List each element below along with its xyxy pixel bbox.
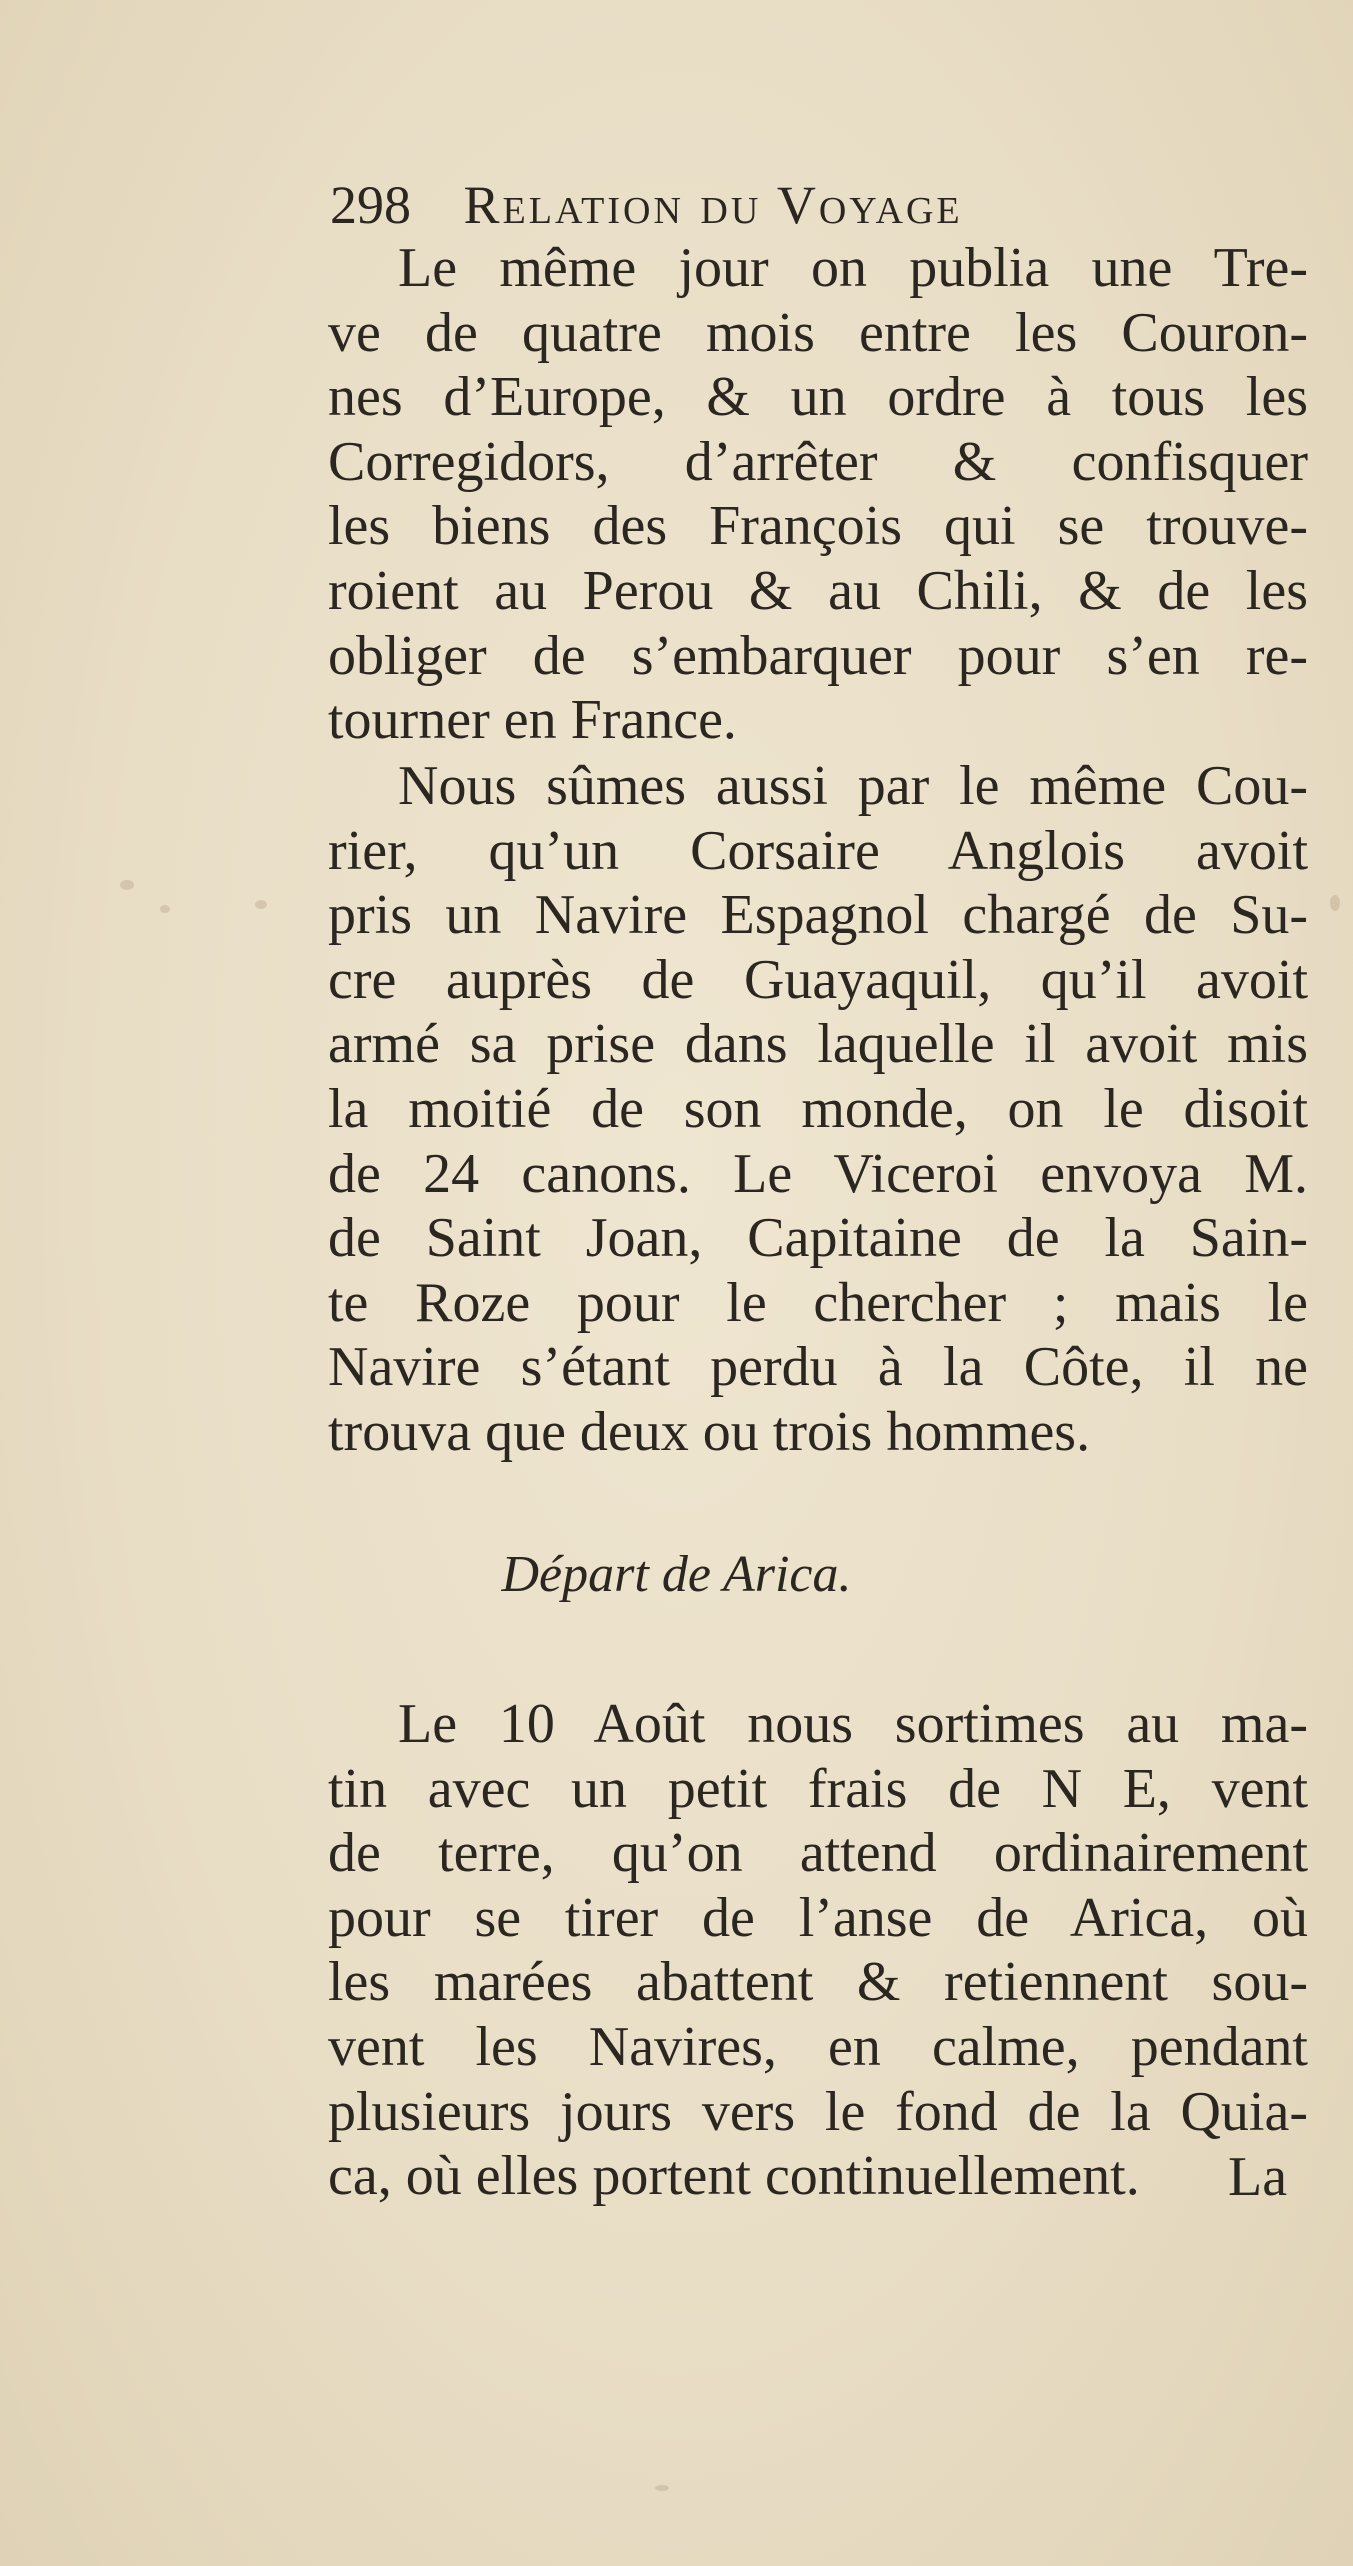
text-line: ca, où elles portent continuellement.	[328, 2145, 1140, 2208]
text-line: cre auprès de Guayaquil, qu’il avoit	[328, 948, 1308, 1011]
text-line: te Roze pour le chercher ; mais le	[328, 1271, 1308, 1334]
text-line: vent les Navires, en calme, pendant	[328, 2015, 1308, 2078]
text-line: de Saint Joan, Capitaine de la Sain-	[328, 1207, 1308, 1270]
text-line: de terre, qu’on attend ordinairement	[328, 1822, 1308, 1885]
paper-stain	[120, 880, 134, 890]
paragraph-3	[328, 1692, 1308, 2209]
catchword: La	[1228, 2146, 1288, 2208]
text-line: tourner en France.	[328, 689, 737, 752]
paragraph-1	[328, 236, 1308, 753]
text-line: Le 10 Août nous sortimes au ma-	[398, 1693, 1308, 1755]
text-line: pour se tirer de l’anse de Arica, où	[328, 1886, 1308, 1949]
text-line: obliger de s’embarquer pour s’en re-	[328, 624, 1308, 687]
text-line: Nous sûmes aussi par le même Cou-	[398, 755, 1308, 817]
text-line: ve de quatre mois entre les Couron-	[328, 301, 1308, 364]
page-header	[330, 170, 1190, 240]
text-line: Corregidors, d’arrêter & confisquer	[328, 430, 1308, 493]
text-line: armé sa prise dans laquelle il avoit mis	[328, 1013, 1308, 1076]
text-line: pris un Navire Espagnol chargé de Su-	[328, 884, 1308, 947]
text-line: rier, qu’un Corsaire Anglois avoit	[328, 819, 1308, 882]
text-line: Navire s’étant perdu à la Côte, il ne	[328, 1336, 1308, 1399]
paper-stain	[255, 900, 267, 909]
text-line: tin avec un petit frais de N E, vent	[328, 1757, 1308, 1820]
page-number: 298	[330, 175, 411, 235]
text-line: plusieurs jours vers le fond de la Quia-	[328, 2080, 1308, 2143]
paper-stain	[160, 905, 170, 913]
running-head: Relation du Voyage	[463, 175, 963, 235]
paper-stain	[655, 2485, 669, 2491]
text-line: trouva que deux ou trois hommes.	[328, 1400, 1091, 1463]
section-heading: Départ de Arica.	[501, 1546, 852, 1603]
text-line: les biens des François qui se trouve-	[328, 495, 1308, 558]
paragraph-2	[328, 754, 1308, 1465]
text-line: Le même jour on publia une Tre-	[398, 237, 1308, 299]
text-line: roient au Perou & au Chili, & de les	[328, 559, 1308, 622]
text-line: la moitié de son monde, on le disoit	[328, 1077, 1308, 1140]
text-line: de 24 canons. Le Viceroi envoya M.	[328, 1142, 1308, 1205]
text-line: les marées abattent & retiennent sou-	[328, 1951, 1308, 2014]
paper-stain	[1330, 895, 1340, 911]
text-line: nes d’Europe, & un ordre à tous les	[328, 366, 1308, 429]
